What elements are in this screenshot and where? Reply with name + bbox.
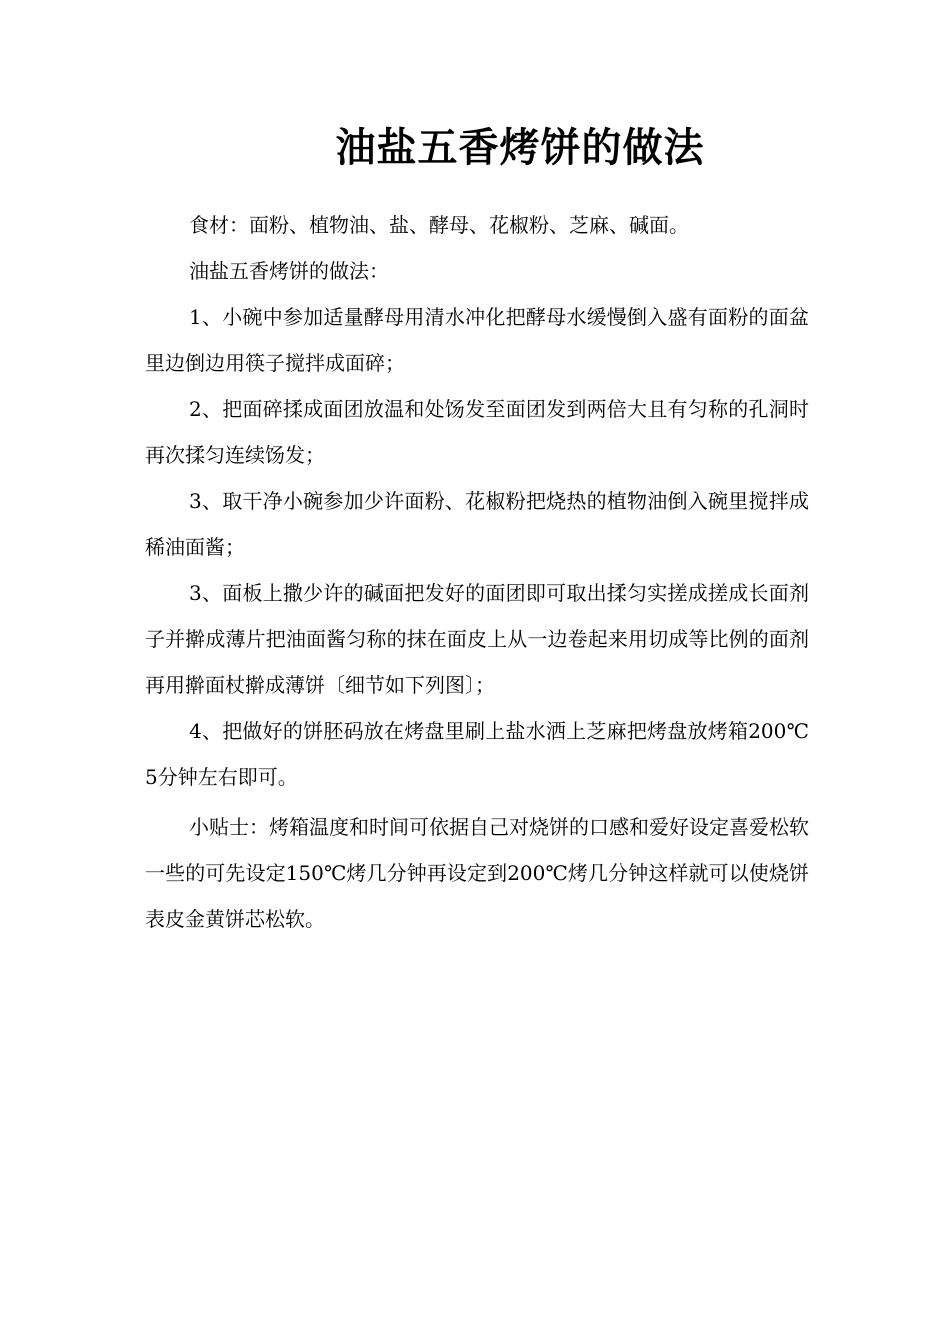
step-3b-paragraph: 3、面板上撒少许的碱面把发好的面团即可取出揉匀实搓成搓成长面剂子并擀成薄片把油面酱匀称的抹在面皮上从一边卷起来用切成等比例的面剂再用擀面杖擀成薄饼〔细节如下列图〕； bbox=[145, 581, 809, 697]
document-body bbox=[145, 202, 809, 942]
step-3-paragraph: 3、取干净小碗参加少许面粉、花椒粉把烧热的植物油倒入碗里搅拌成稀油面酱； bbox=[145, 489, 809, 559]
step-1-paragraph: 1、小碗中参加适量酵母用清水冲化把酵母水缓慢倒入盛有面粉的面盆里边倒边用筷子搅拌成面碎； bbox=[145, 305, 809, 375]
ingredients-paragraph: 食材：面粉、植物油、盐、酵母、花椒粉、芝麻、碱面。 bbox=[189, 213, 689, 237]
document-title: 油盐五香烤饼的做法 bbox=[335, 124, 705, 171]
step-4-paragraph: 4、把做好的饼胚码放在烤盘里刷上盐水洒上芝麻把烤盘放烤箱200℃5分钟左右即可。 bbox=[145, 719, 809, 789]
method-heading: 油盐五香烤饼的做法： bbox=[189, 259, 389, 283]
step-2-paragraph: 2、把面碎揉成面团放温和处饧发至面团发到两倍大且有匀称的孔洞时再次揉匀连续饧发； bbox=[145, 397, 809, 467]
tips-paragraph: 小贴士：烤箱温度和时间可依据自己对烧饼的口感和爱好设定喜爱松软一些的可先设定150℃烤几分钟再设定到200℃烤几分钟这样就可以使烧饼表皮金黄饼芯松软。 bbox=[145, 815, 809, 931]
